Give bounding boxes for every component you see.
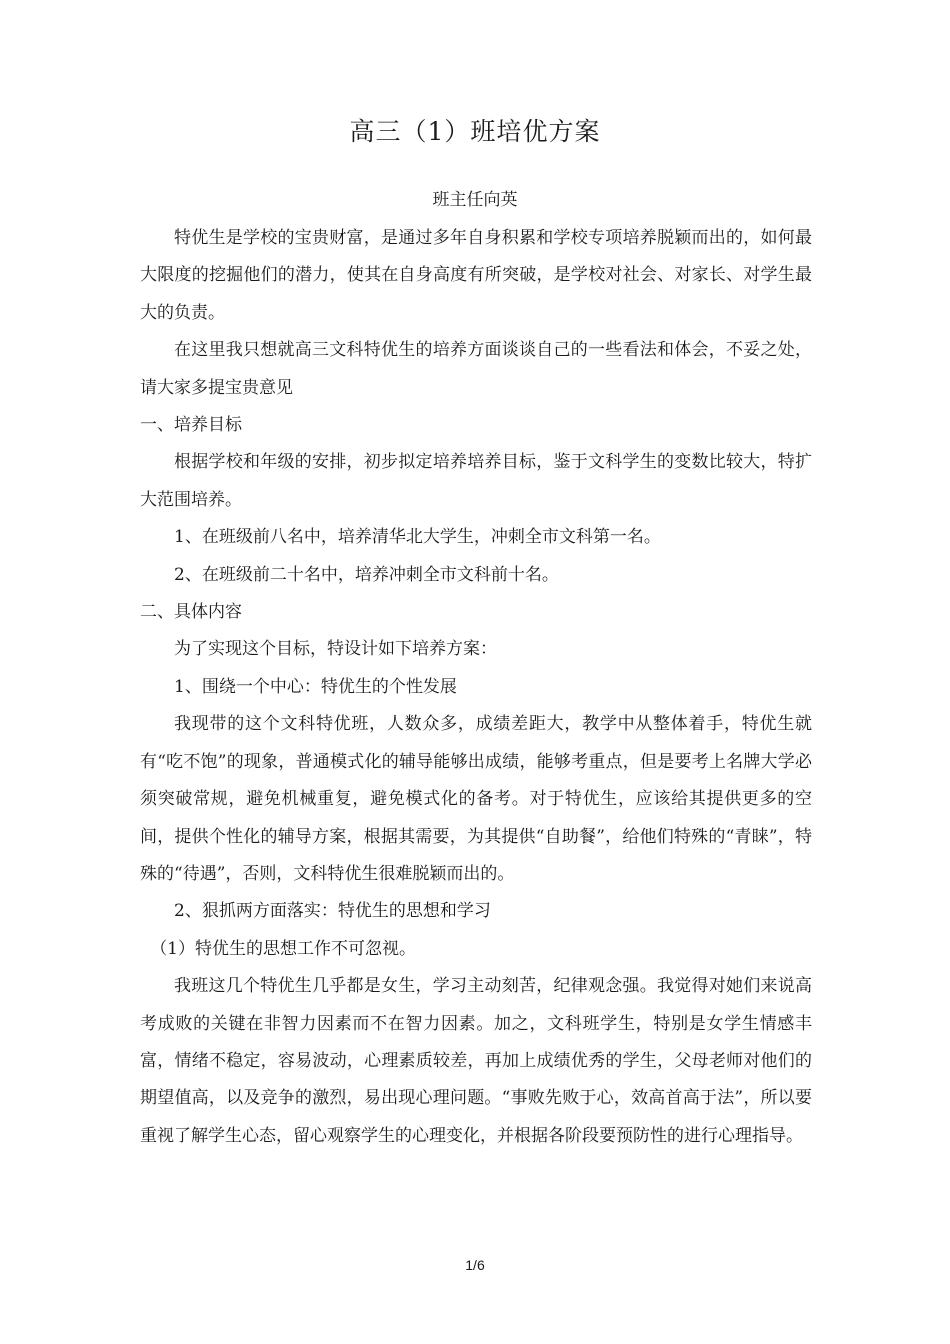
- paragraph-plan-intro: 为了实现这个目标，特设计如下培养方案：: [174, 639, 497, 660]
- document-title: 高三（1）班培优方案: [349, 117, 601, 146]
- goal-item-2: 2、在班级前二十名中，培养冲刺全市文科前十名。: [174, 564, 559, 585]
- paragraph-intro: 特优生是学校的宝贵财富，是通过多年自身积累和学校专项培养脱颖而出的，如何最大限度的挖掘他们的潜力，使其在自身高度有所突破，是学校对社会、对家长、对学生最大的负责。: [140, 228, 812, 323]
- subheading-center: 1、围绕一个中心：特优生的个性发展: [174, 676, 457, 697]
- paragraph-purpose: 在这里我只想就高三文科特优生的培养方面谈谈自己的一些看法和体会，不妥之处，请大家多提宝贵意见: [140, 340, 812, 398]
- subheading-two-aspects: 2、狠抓两方面落实：特优生的思想和学习: [174, 901, 491, 922]
- goal-item-1: 1、在班级前八名中，培养清华北大学生，冲刺全市文科第一名。: [174, 527, 661, 548]
- section-heading-goals: 一、培养目标: [140, 415, 242, 436]
- document-author: 班主任向英: [432, 190, 518, 210]
- document-body: [140, 220, 812, 1155]
- page-number: 1/6: [465, 1257, 485, 1273]
- section-heading-content: 二、具体内容: [140, 602, 242, 623]
- paragraph-individual-development: 我现带的这个文科特优班，人数众多，成绩差距大，教学中从整体着手，特优生就有“吃不饱”的现象，普通模式化的辅导能够出成绩，能够考重点，但是要考上名牌大学必须突破常规，避免机械重复，避免模式化的备考。对于特优生，应该给其提供更多的空间，提供个性化的辅导方案，根据其需要，为其提供“自助餐”，给他们特殊的“青睐”，特殊的“待遇”，否则，文科特优生很难脱颖而出的。: [140, 714, 812, 884]
- paragraph-goals: 根据学校和年级的安排，初步拟定培养培养目标，鉴于文科学生的变数比较大，特扩大范围培养。: [140, 452, 812, 510]
- paragraph-psychology: 我班这几个特优生几乎都是女生，学习主动刻苦，纪律观念强。我觉得对她们来说高考成败的关键在非智力因素而不在智力因素。加之，文科班学生，特别是女学生情感丰富，情绪不稳定，容易波动，心理素质较差，再加上成绩优秀的学生，父母老师对他们的期望值高，以及竞争的激烈，易出现心理问题。“事败先败于心，效高首高于法”，所以要重视了解学生心态，留心观察学生的心理变化，并根据各阶段要预防性的进行心理指导。: [140, 976, 812, 1146]
- subheading-ideology: （1）特优生的思想工作不可忽视。: [150, 938, 417, 959]
